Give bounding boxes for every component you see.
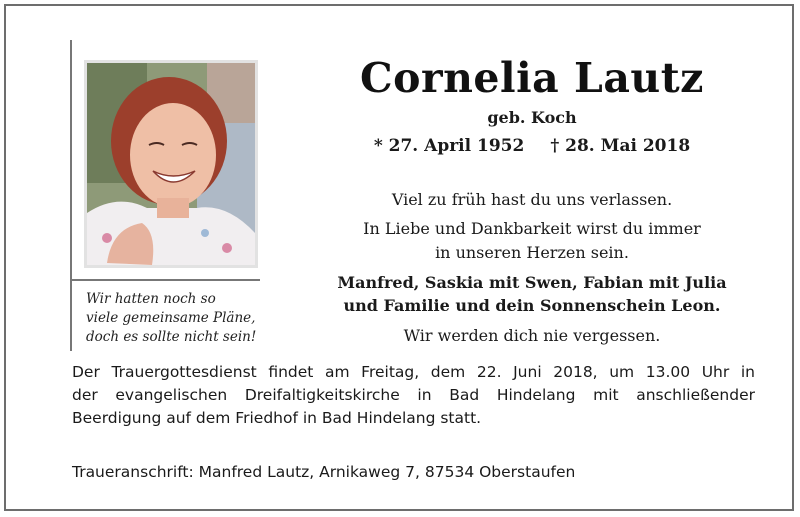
service-word: Uhr bbox=[701, 363, 730, 381]
vertical-divider bbox=[70, 40, 72, 351]
portrait-photo bbox=[84, 60, 258, 268]
family-names: und Familie und dein Sonnenschein Leon. bbox=[343, 296, 721, 315]
service-word: dem bbox=[430, 363, 466, 381]
service-word: 13.00 bbox=[645, 363, 691, 381]
birth-date: * 27. April 1952 bbox=[373, 136, 525, 156]
service-word: Trauergottesdienst bbox=[111, 363, 257, 381]
service-announcement bbox=[72, 361, 755, 430]
service-word: um bbox=[609, 363, 635, 381]
farewell-line: Wir werden dich nie vergessen. bbox=[403, 326, 661, 345]
service-word: mit bbox=[593, 386, 619, 404]
family-names: Manfred, Saskia mit Swen, Fabian mit Julia bbox=[337, 273, 727, 292]
service-word: in bbox=[740, 363, 755, 381]
service-word: findet bbox=[268, 363, 314, 381]
service-word: evangelischen bbox=[115, 386, 228, 404]
quote-line: viele gemeinsame Pläne, bbox=[86, 310, 256, 326]
service-word: 22. bbox=[476, 363, 502, 381]
service-word: Juni bbox=[513, 363, 542, 381]
quote-line: doch es sollte nicht sein! bbox=[86, 329, 257, 345]
quote-line: Wir hatten noch so bbox=[86, 291, 216, 307]
service-word: am bbox=[324, 363, 350, 381]
mourning-address: Traueranschrift: Manfred Lautz, Arnikaweg 7, 87534 Oberstaufen bbox=[72, 463, 576, 481]
horizontal-divider bbox=[70, 279, 260, 281]
life-dates bbox=[330, 134, 734, 158]
service-word: Dreifaltigkeitskirche bbox=[244, 386, 400, 404]
message-line: In Liebe und Dankbarkeit wirst du immer bbox=[363, 219, 701, 238]
quote-block bbox=[86, 290, 266, 347]
service-word: Bad bbox=[449, 386, 480, 404]
service-line: Beerdigung auf dem Friedhof in Bad Hindelang statt. bbox=[72, 409, 482, 427]
message-line: in unseren Herzen sein. bbox=[435, 243, 629, 262]
service-word: der bbox=[72, 386, 98, 404]
service-word: in bbox=[417, 386, 432, 404]
service-word: Der bbox=[72, 363, 100, 381]
service-word: Freitag, bbox=[361, 363, 420, 381]
deceased-name: Cornelia Lautz bbox=[360, 54, 704, 102]
service-line bbox=[72, 384, 755, 407]
service-word: 2018, bbox=[553, 363, 598, 381]
maiden-name: geb. Koch bbox=[487, 108, 577, 127]
death-date: † 28. Mai 2018 bbox=[550, 136, 691, 156]
message-line: Viel zu früh hast du uns verlassen. bbox=[391, 190, 673, 209]
service-word: Hindelang bbox=[496, 386, 576, 404]
service-word: anschließender bbox=[636, 386, 755, 404]
service-line bbox=[72, 361, 755, 384]
